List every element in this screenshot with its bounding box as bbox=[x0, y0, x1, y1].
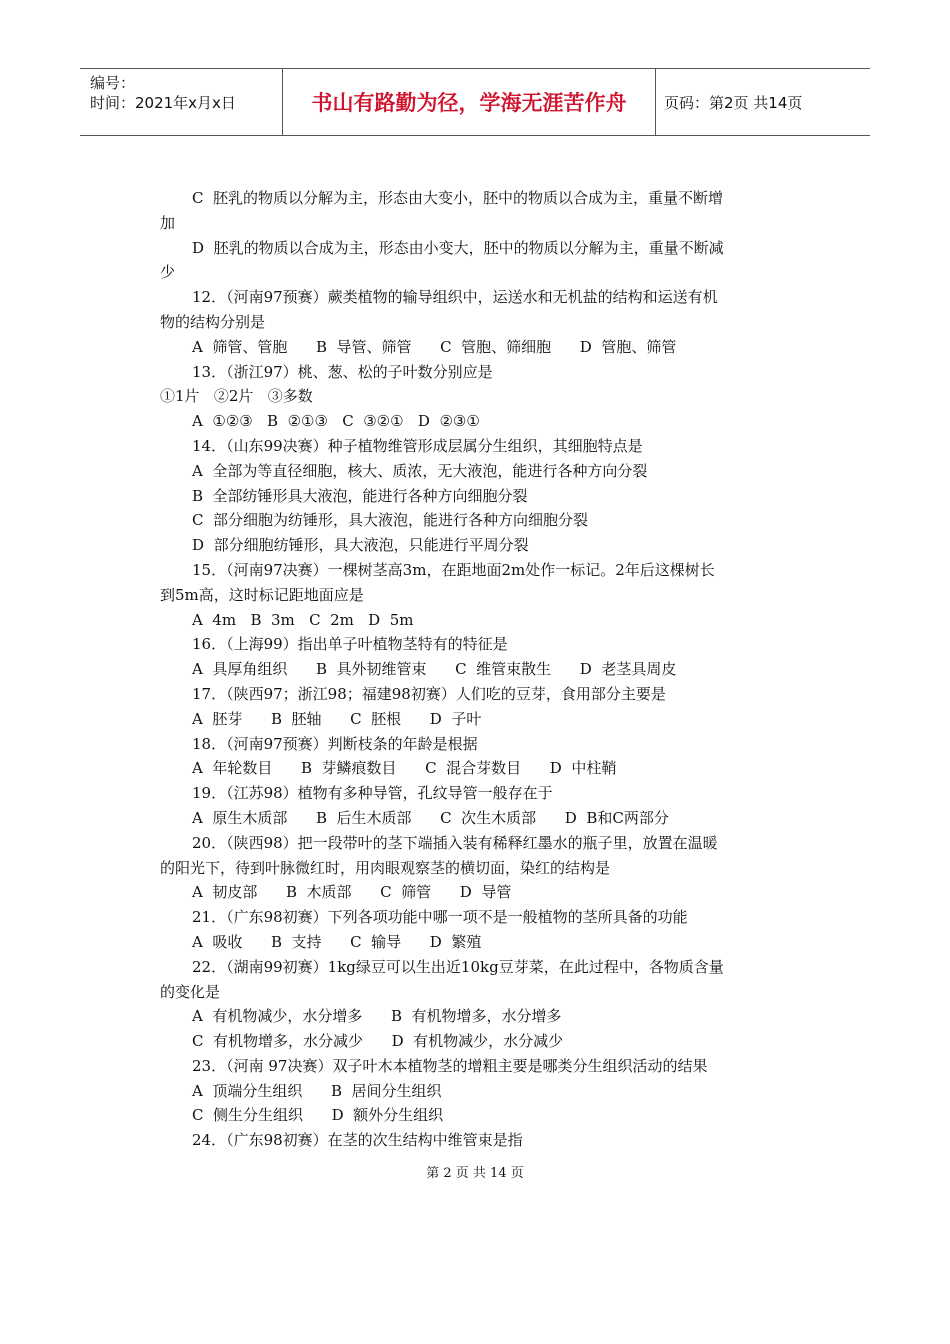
text-line: 12．（河南97预赛）蕨类植物的输导组织中，运送水和无机盐的结构和运送有机 bbox=[192, 288, 718, 307]
text-line: 23．（河南 97决赛）双子叶木本植物茎的增粗主要是哪类分生组织活动的结果 bbox=[192, 1056, 708, 1075]
text-line: 19．（江苏98）植物有多种导管，孔纹导管一般存在于 bbox=[192, 784, 553, 803]
text-line: ①1片 ②2片 ③多数 bbox=[160, 387, 313, 406]
text-line: C 部分细胞为纺锤形，具大液泡，能进行各种方向细胞分裂 bbox=[192, 511, 589, 530]
header-motto: 书山有路勤为径，学海无涯苦作舟 bbox=[282, 69, 656, 135]
text-line: 13．（浙江97）桃、葱、松的子叶数分别应是 bbox=[192, 362, 493, 381]
page-header bbox=[80, 68, 870, 136]
text-line: C 有机物增多，水分减少 D 有机物减少，水分减少 bbox=[192, 1032, 564, 1051]
text-line: 16．（上海99）指出单子叶植物茎特有的特征是 bbox=[192, 635, 508, 654]
text-line: 24．（广东98初赛）在茎的次生结构中维管束是指 bbox=[192, 1131, 523, 1150]
text-line: 14．（山东99决赛）种子植物维管形成层属分生组织，其细胞特点是 bbox=[192, 436, 643, 455]
text-line: C 胚乳的物质以分解为主，形态由大变小，胚中的物质以合成为主，重量不断增 bbox=[192, 189, 724, 207]
text-line: A 具厚角组织 B 具外韧维管束 C 维管束散生 D 老茎具周皮 bbox=[192, 660, 677, 679]
text-line: 加 bbox=[160, 213, 176, 232]
text-line: C 侧生分生组织 D 额外分生组织 bbox=[192, 1106, 444, 1125]
document-body bbox=[160, 186, 792, 1153]
text-line: B 全部纺锤形具大液泡，能进行各种方向细胞分裂 bbox=[192, 486, 528, 505]
text-line: 22．（湖南99初赛）1kg绿豆可以生出近10kg豆芽菜，在此过程中，各物质含量 bbox=[192, 957, 724, 976]
text-line: A 韧皮部 B 木质部 C 筛管 D 导管 bbox=[192, 883, 512, 902]
text-line: 15．（河南97决赛）一棵树茎高3m，在距地面2m处作一标记。2年后这棵树长 bbox=[192, 560, 715, 579]
text-line: A 有机物减少，水分增多 B 有机物增多，水分增多 bbox=[192, 1007, 562, 1026]
text-line: 物的结构分别是 bbox=[160, 312, 266, 331]
text-line: 的变化是 bbox=[160, 982, 221, 1001]
text-line: A 筛管、管胞 B 导管、筛管 C 管胞、筛细胞 D 管胞、筛管 bbox=[192, 337, 677, 356]
page-footer: 第 2 页 共 14 页 bbox=[426, 1166, 524, 1181]
text-line: A ①②③ B ②①③ C ③②① D ②③① bbox=[192, 412, 480, 431]
text-line: D 部分细胞纺锤形，具大液泡，只能进行平周分裂 bbox=[192, 536, 529, 555]
text-line: D 胚乳的物质以合成为主，形态由小变大，胚中的物质以分解为主，重量不断减 bbox=[192, 238, 724, 257]
text-line: 18．（河南97预赛）判断枝条的年龄是根据 bbox=[192, 734, 478, 753]
text-line: A 全部为等直径细胞，核大、质浓，无大液泡，能进行各种方向分裂 bbox=[192, 461, 648, 480]
text-line: 21．（广东98初赛）下列各项功能中哪一项不是一般植物的茎所具备的功能 bbox=[192, 908, 688, 927]
header-meta bbox=[80, 69, 282, 135]
text-line: 20．（陕西98）把一段带叶的茎下端插入装有稀释红墨水的瓶子里，放置在温暖 bbox=[192, 833, 718, 852]
time-label: 时间：2021年x月x日 bbox=[90, 94, 236, 112]
text-line: A 顶端分生组织 B 居间分生组织 bbox=[192, 1081, 442, 1100]
text-line: 17．（陕西97；浙江98；福建98初赛）人们吃的豆芽，食用部分主要是 bbox=[192, 684, 666, 703]
text-line: 的阳光下，待到叶脉微红时，用肉眼观察茎的横切面，染红的结构是 bbox=[160, 858, 611, 877]
text-line: A 吸收 B 支持 C 输导 D 繁殖 bbox=[192, 932, 482, 951]
text-line: A 胚芽 B 胚轴 C 胚根 D 子叶 bbox=[192, 709, 482, 728]
number-label: 编号： bbox=[90, 74, 136, 92]
header-page-info: 页码：第2页 共14页 bbox=[664, 93, 803, 112]
text-line: A 4m B 3m C 2m D 5m bbox=[192, 610, 414, 629]
text-line: 少 bbox=[160, 263, 176, 282]
text-line: A 原生木质部 B 后生木质部 C 次生木质部 D B和C两部分 bbox=[192, 808, 669, 827]
text-line: 到5m高，这时标记距地面应是 bbox=[160, 585, 364, 604]
text-line: A 年轮数目 B 芽鳞痕数目 C 混合芽数目 D 中柱鞘 bbox=[192, 759, 617, 778]
